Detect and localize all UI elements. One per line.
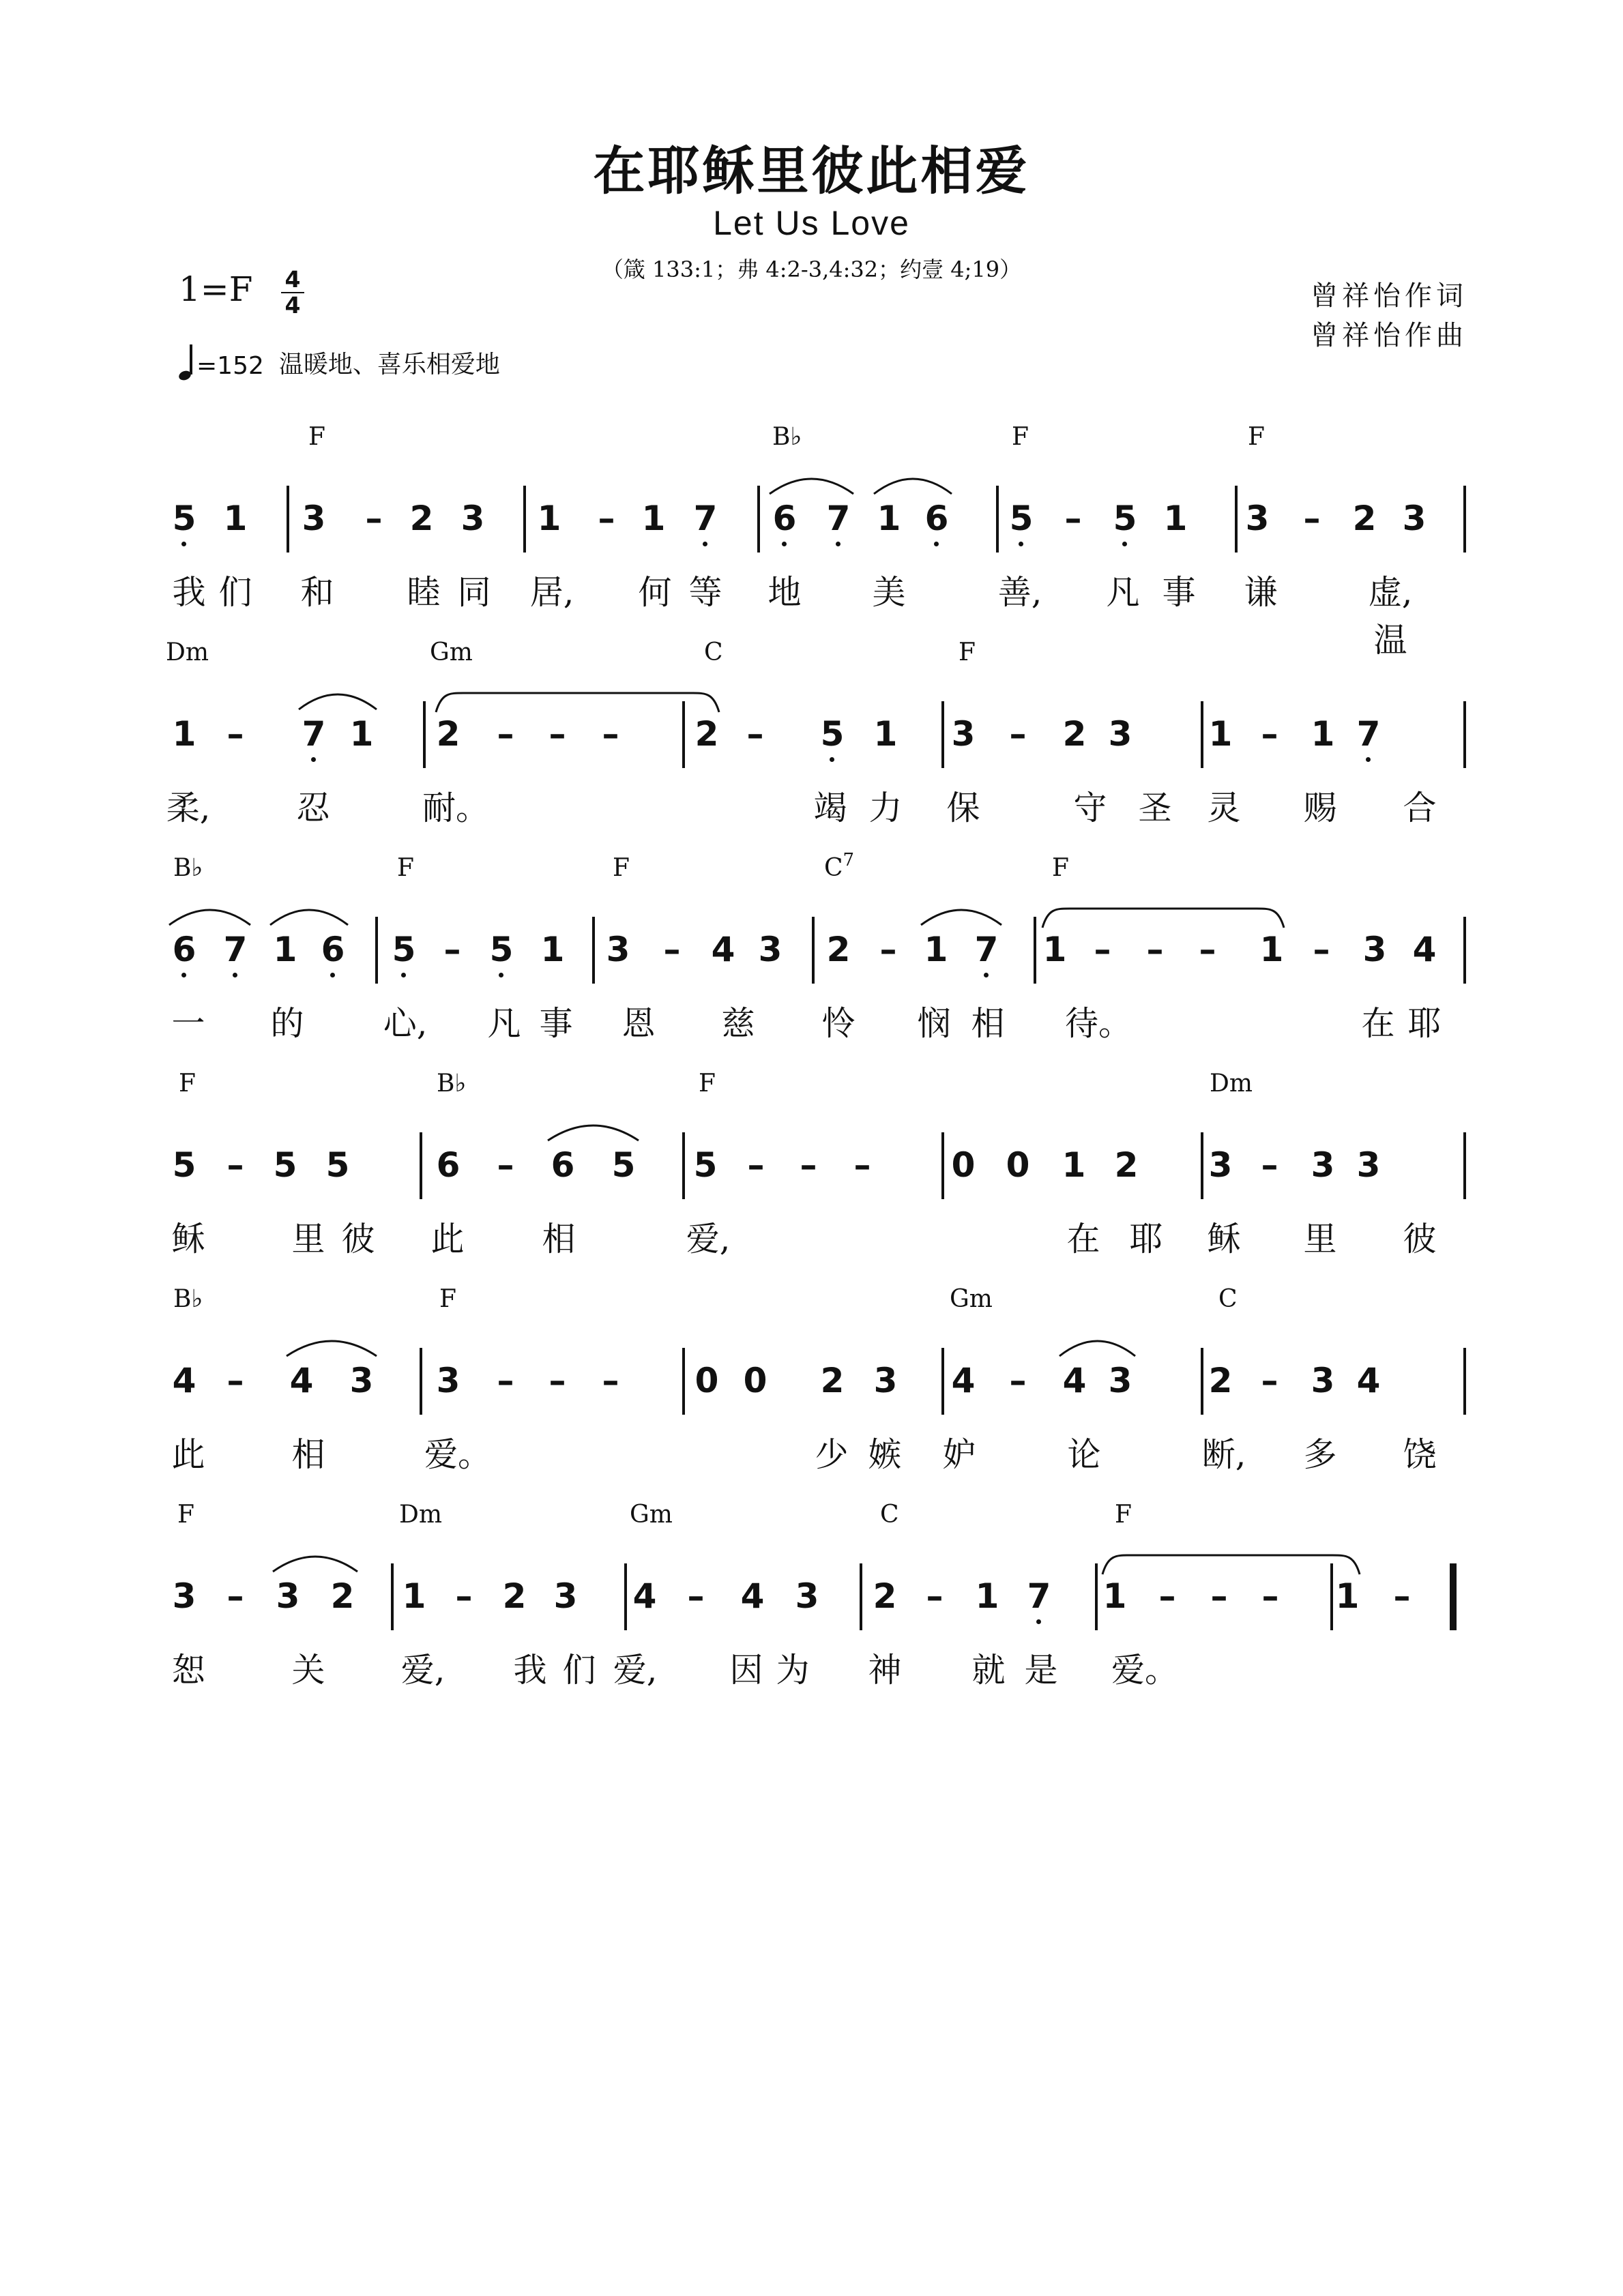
dash-extension: – xyxy=(226,714,244,754)
note: 1 xyxy=(1335,1576,1360,1616)
note: 2 xyxy=(826,930,851,969)
lyric-syllable: 善, xyxy=(997,573,1042,612)
lyric-syllable: 在 xyxy=(1361,1004,1395,1043)
chord-symbol: Gm xyxy=(430,638,473,666)
chord-symbol: F xyxy=(1052,854,1069,882)
dash-extension: – xyxy=(365,499,383,538)
slur-layer xyxy=(0,1501,1623,1692)
lyric-syllable: 饶 xyxy=(1403,1435,1437,1474)
credits xyxy=(1311,276,1467,355)
note: 3 xyxy=(873,1361,898,1400)
note: 1 xyxy=(1042,930,1067,969)
lyric-syllable: 心, xyxy=(383,1004,428,1043)
chord-symbol: F xyxy=(1115,1501,1132,1529)
slur-layer xyxy=(0,1285,1623,1476)
score-line-2 xyxy=(0,638,1623,829)
note: 3 xyxy=(1108,1361,1132,1400)
lyric-syllable: 彼 xyxy=(1403,1220,1437,1259)
lyric-syllable: 耶 xyxy=(1129,1220,1163,1259)
lyric-syllable: 事 xyxy=(1162,573,1196,612)
note: 3 xyxy=(1208,1145,1233,1185)
note: 1 xyxy=(1102,1576,1127,1616)
note: 0 xyxy=(694,1361,719,1400)
lyric-syllable: 恩 xyxy=(622,1004,656,1043)
chord-symbol: F xyxy=(439,1285,456,1313)
lyric-syllable: 爱。 xyxy=(1111,1651,1179,1690)
note: 1 xyxy=(349,714,374,754)
lyric-syllable: 就 xyxy=(971,1651,1006,1690)
dash-extension: – xyxy=(853,1145,871,1185)
lyric-syllable: 的 xyxy=(270,1004,304,1043)
dash-extension: – xyxy=(549,1361,566,1400)
dash-extension: – xyxy=(1261,714,1278,754)
chord-symbol: F xyxy=(308,423,325,451)
lyric-syllable: 嫉 xyxy=(868,1435,902,1474)
note: 3 xyxy=(1311,1145,1335,1185)
lyric-syllable: 同 xyxy=(457,573,491,612)
note: 3 xyxy=(1311,1361,1335,1400)
dash-extension: – xyxy=(1064,499,1082,538)
note: 3 xyxy=(436,1361,460,1400)
lyric-syllable: 和 xyxy=(300,573,334,612)
note: 7 xyxy=(220,929,250,970)
lyric-syllable: 相 xyxy=(291,1435,325,1474)
lyric-syllable: 忍 xyxy=(296,789,330,827)
note: 5 xyxy=(169,498,199,539)
score-line-5 xyxy=(0,1285,1623,1476)
lyric-syllable: 恕 xyxy=(171,1651,205,1690)
note: 2 xyxy=(1208,1361,1233,1400)
note: 3 xyxy=(1402,499,1427,538)
chord-symbol: F xyxy=(959,638,976,666)
note: 3 xyxy=(1362,930,1387,969)
note: 1 xyxy=(273,930,297,969)
dash-extension: – xyxy=(1158,1576,1176,1616)
chord-symbol: F xyxy=(1248,423,1265,451)
dash-extension: – xyxy=(497,1361,514,1400)
lyric-syllable: 慈 xyxy=(721,1004,755,1043)
note: 1 xyxy=(402,1576,426,1616)
note: 5 xyxy=(172,1145,196,1185)
note: 7 xyxy=(823,498,853,539)
lyric-syllable: 合 xyxy=(1403,789,1437,827)
lyric-syllable: 为 xyxy=(776,1651,810,1690)
note: 0 xyxy=(951,1145,976,1185)
note: 3 xyxy=(276,1576,300,1616)
dash-extension: – xyxy=(455,1576,473,1616)
note: 4 xyxy=(289,1361,314,1400)
note: 1 xyxy=(873,714,898,754)
chord-symbol: F xyxy=(397,854,414,882)
note: 6 xyxy=(318,929,348,970)
note: 4 xyxy=(951,1361,976,1400)
tie xyxy=(1102,1555,1360,1574)
chord-symbol: B♭ xyxy=(173,1285,203,1313)
slur xyxy=(270,910,348,925)
tempo-marking xyxy=(179,344,500,380)
note: 3 xyxy=(951,714,976,754)
note: 0 xyxy=(1006,1145,1030,1185)
lyric-syllable: 此 xyxy=(171,1435,205,1474)
note: 1 xyxy=(1259,930,1284,969)
dash-extension: – xyxy=(1261,1145,1278,1185)
lyric-syllable: 们 xyxy=(218,573,252,612)
note: 4 xyxy=(1412,930,1437,969)
chord-symbol: B♭ xyxy=(437,1070,467,1098)
slur-layer xyxy=(0,638,1623,829)
lyric-syllable: 等 xyxy=(688,573,722,612)
dash-extension: – xyxy=(497,714,514,754)
dash-extension: – xyxy=(1393,1576,1411,1616)
slur-layer xyxy=(0,423,1623,614)
note: 3 xyxy=(1356,1145,1381,1185)
slur xyxy=(1059,1341,1135,1356)
chord-symbol: F xyxy=(613,854,630,882)
chord-symbol: Dm xyxy=(166,638,209,666)
note: 3 xyxy=(795,1576,819,1616)
note: 6 xyxy=(436,1145,460,1185)
dash-extension: – xyxy=(926,1576,944,1616)
lyric-syllable: 谦 xyxy=(1244,573,1278,612)
note: 3 xyxy=(553,1576,578,1616)
chord-symbol: $C^7$ xyxy=(824,850,855,882)
chord-symbol: Gm xyxy=(630,1501,673,1529)
chord-symbol: B♭ xyxy=(772,423,802,451)
score-line-4 xyxy=(0,1070,1623,1261)
slur xyxy=(287,1341,377,1356)
dash-extension: – xyxy=(746,714,764,754)
chord-symbol: C xyxy=(704,638,723,666)
scripture-references: （箴 133:1；弗 4:2-3,4:32；约壹 4;19） xyxy=(601,256,1022,282)
note: 2 xyxy=(436,714,460,754)
chord-symbol: C xyxy=(880,1501,899,1529)
note: 5 xyxy=(693,1145,718,1185)
lyric-syllable: 灵 xyxy=(1207,789,1241,827)
note: 7 xyxy=(1024,1576,1054,1617)
note: 5 xyxy=(1110,498,1140,539)
slur xyxy=(169,910,250,925)
dash-extension: – xyxy=(663,930,681,969)
lyric-syllable: 怜 xyxy=(821,1004,856,1043)
lyric-syllable: 何 xyxy=(638,573,672,612)
note: 4 xyxy=(1062,1361,1087,1400)
note: 3 xyxy=(302,499,326,538)
lyric-syllable: 耶 xyxy=(1407,1004,1442,1043)
lyric-syllable: 竭 xyxy=(813,789,847,827)
note: 1 xyxy=(877,499,901,538)
lyric-syllable: 关 xyxy=(291,1651,325,1690)
note: 2 xyxy=(820,1361,845,1400)
note: 1 xyxy=(540,930,565,969)
dash-extension: – xyxy=(800,1145,817,1185)
slur xyxy=(273,1557,357,1572)
note: 3 xyxy=(349,1361,374,1400)
lyric-syllable: 论 xyxy=(1067,1435,1101,1474)
note: 5 xyxy=(1006,498,1036,539)
note: 0 xyxy=(743,1361,767,1400)
slur xyxy=(770,479,853,494)
note: 2 xyxy=(409,499,434,538)
dash-extension: – xyxy=(879,930,897,969)
note: 5 xyxy=(273,1145,297,1185)
slur-layer xyxy=(0,1070,1623,1261)
time-signature-top: 4 xyxy=(284,266,301,293)
note: 6 xyxy=(922,498,952,539)
lyric-syllable: 爱, xyxy=(613,1651,658,1690)
dash-extension: – xyxy=(1009,714,1027,754)
time-signature xyxy=(278,267,307,318)
note: 1 xyxy=(1163,499,1188,538)
song-subtitle: Let Us Love xyxy=(713,204,910,242)
lyric-syllable: 居, xyxy=(529,573,574,612)
note: 7 xyxy=(971,929,1001,970)
lyric-syllable: 事 xyxy=(539,1004,573,1043)
lyric-syllable: 里 xyxy=(1303,1220,1337,1259)
note: 3 xyxy=(1245,499,1270,538)
dash-extension: – xyxy=(1261,1361,1278,1400)
note: 1 xyxy=(1311,714,1335,754)
lyric-syllable: 爱, xyxy=(400,1651,445,1690)
note: 1 xyxy=(975,1576,999,1616)
dash-extension: – xyxy=(226,1145,244,1185)
lyric-syllable: 地 xyxy=(767,573,802,612)
lyric-syllable: 多 xyxy=(1303,1435,1337,1474)
dash-extension: – xyxy=(1199,930,1216,969)
lyric-syllable: 虚,温 xyxy=(1368,573,1413,660)
note: 3 xyxy=(172,1576,196,1616)
dash-extension: – xyxy=(1094,930,1111,969)
dash-extension: – xyxy=(1146,930,1164,969)
note: 4 xyxy=(172,1361,196,1400)
note: 5 xyxy=(486,929,516,970)
note: 6 xyxy=(169,929,199,970)
lyric-syllable: 凡 xyxy=(1106,573,1140,612)
dash-extension: – xyxy=(443,930,461,969)
note: 4 xyxy=(1356,1361,1381,1400)
note: 6 xyxy=(770,498,800,539)
chord-symbol: F xyxy=(1012,423,1029,451)
dash-extension: – xyxy=(1009,1361,1027,1400)
note: 5 xyxy=(817,713,847,754)
song-title: 在耶稣里彼此相爱 xyxy=(593,141,1030,201)
note: 1 xyxy=(924,930,948,969)
note: 1 xyxy=(641,499,666,538)
dash-extension: – xyxy=(602,714,619,754)
note: 3 xyxy=(460,499,485,538)
note: 5 xyxy=(325,1145,350,1185)
tempo-expression: 温暖地、喜乐相爱地 xyxy=(278,351,500,379)
note: 7 xyxy=(1354,713,1384,754)
slur xyxy=(548,1125,639,1140)
tempo-value: =152 xyxy=(196,352,264,380)
chord-symbol: F xyxy=(179,1070,196,1098)
slur xyxy=(921,910,1001,925)
tie xyxy=(436,693,719,712)
lyric-syllable: 凡 xyxy=(487,1004,521,1043)
slur xyxy=(299,694,377,709)
note: 4 xyxy=(740,1576,765,1616)
note: 3 xyxy=(1108,714,1132,754)
note: 2 xyxy=(502,1576,527,1616)
lyric-syllable: 待。 xyxy=(1065,1004,1132,1043)
quarter-note-icon xyxy=(179,344,194,380)
lyric-syllable: 圣 xyxy=(1138,789,1172,827)
note: 1 xyxy=(172,714,196,754)
lyric-syllable: 爱, xyxy=(686,1220,731,1259)
note: 3 xyxy=(606,930,630,969)
lyric-syllable: 耐。 xyxy=(422,789,490,827)
dash-extension: – xyxy=(549,714,566,754)
note: 7 xyxy=(299,713,329,754)
lyric-syllable: 里 xyxy=(291,1220,325,1259)
dash-extension: – xyxy=(1303,499,1321,538)
lyric-syllable: 此 xyxy=(430,1220,465,1259)
lyric-syllable: 赐 xyxy=(1303,789,1337,827)
dash-extension: – xyxy=(1261,1576,1279,1616)
lyric-syllable: 少 xyxy=(815,1435,849,1474)
note: 2 xyxy=(873,1576,897,1616)
key-signature: 1=F xyxy=(179,269,253,309)
dash-extension: – xyxy=(497,1145,514,1185)
chord-symbol: F xyxy=(699,1070,716,1098)
lyricist-credit: 曾祥怡作词 xyxy=(1311,280,1467,312)
lyric-syllable: 守 xyxy=(1073,789,1107,827)
chord-symbol: Gm xyxy=(950,1285,993,1313)
lyric-syllable: 稣 xyxy=(171,1220,205,1259)
lyric-syllable: 断, xyxy=(1201,1435,1246,1474)
composer-credit: 曾祥怡作曲 xyxy=(1311,320,1467,351)
chord-symbol: F xyxy=(177,1501,194,1529)
slur xyxy=(874,479,952,494)
chord-symbol: C xyxy=(1218,1285,1238,1313)
lyric-syllable: 在 xyxy=(1066,1220,1100,1259)
lyric-syllable: 我 xyxy=(513,1651,547,1690)
lyric-syllable: 们 xyxy=(562,1651,596,1690)
note: 2 xyxy=(330,1576,355,1616)
lyric-syllable: 稣 xyxy=(1207,1220,1241,1259)
lyric-syllable: 保 xyxy=(946,789,980,827)
dash-extension: – xyxy=(598,499,615,538)
note: 1 xyxy=(1208,714,1233,754)
note: 4 xyxy=(711,930,735,969)
lyric-syllable: 相 xyxy=(542,1220,576,1259)
dash-extension: – xyxy=(747,1145,765,1185)
note: 1 xyxy=(223,499,248,538)
note: 2 xyxy=(694,714,719,754)
lyric-syllable: 爱。 xyxy=(424,1435,492,1474)
lyric-syllable: 一 xyxy=(171,1004,205,1043)
note: 2 xyxy=(1062,714,1087,754)
lyric-syllable: 因 xyxy=(729,1651,763,1690)
note: 1 xyxy=(537,499,561,538)
lyric-syllable: 柔, xyxy=(166,789,211,827)
chord-symbol: B♭ xyxy=(173,854,203,882)
dash-extension: – xyxy=(1313,930,1330,969)
chord-symbol: Dm xyxy=(399,1501,442,1529)
note: 1 xyxy=(1062,1145,1086,1185)
note: 2 xyxy=(1352,499,1377,538)
lyric-syllable: 是 xyxy=(1024,1651,1058,1690)
tie xyxy=(1042,909,1284,928)
lyric-syllable: 力 xyxy=(868,789,903,827)
note: 3 xyxy=(758,930,783,969)
dash-extension: – xyxy=(226,1361,244,1400)
dash-extension: – xyxy=(226,1576,244,1616)
dash-extension: – xyxy=(1210,1576,1228,1616)
lyric-syllable: 睦 xyxy=(407,573,441,612)
note: 5 xyxy=(389,929,419,970)
score-line-3 xyxy=(0,850,1623,1045)
lyric-syllable: 悯 xyxy=(917,1004,951,1043)
score-line-6 xyxy=(0,1501,1623,1692)
lyric-syllable: 彼 xyxy=(341,1220,375,1259)
lyric-syllable: 我 xyxy=(172,573,206,612)
lyric-syllable: 美 xyxy=(872,573,906,612)
slur-layer xyxy=(0,850,1623,1045)
dash-extension: – xyxy=(602,1361,619,1400)
note: 6 xyxy=(551,1145,575,1185)
chord-symbol: Dm xyxy=(1210,1070,1253,1098)
note: 2 xyxy=(1114,1145,1139,1185)
lyric-syllable: 神 xyxy=(868,1651,902,1690)
note: 4 xyxy=(632,1576,657,1616)
note: 7 xyxy=(690,498,720,539)
lyric-syllable: 妒 xyxy=(942,1435,976,1474)
note: 5 xyxy=(611,1145,636,1185)
lyric-syllable: 相 xyxy=(971,1004,1005,1043)
dash-extension: – xyxy=(687,1576,705,1616)
time-signature-bottom: 4 xyxy=(284,292,301,319)
